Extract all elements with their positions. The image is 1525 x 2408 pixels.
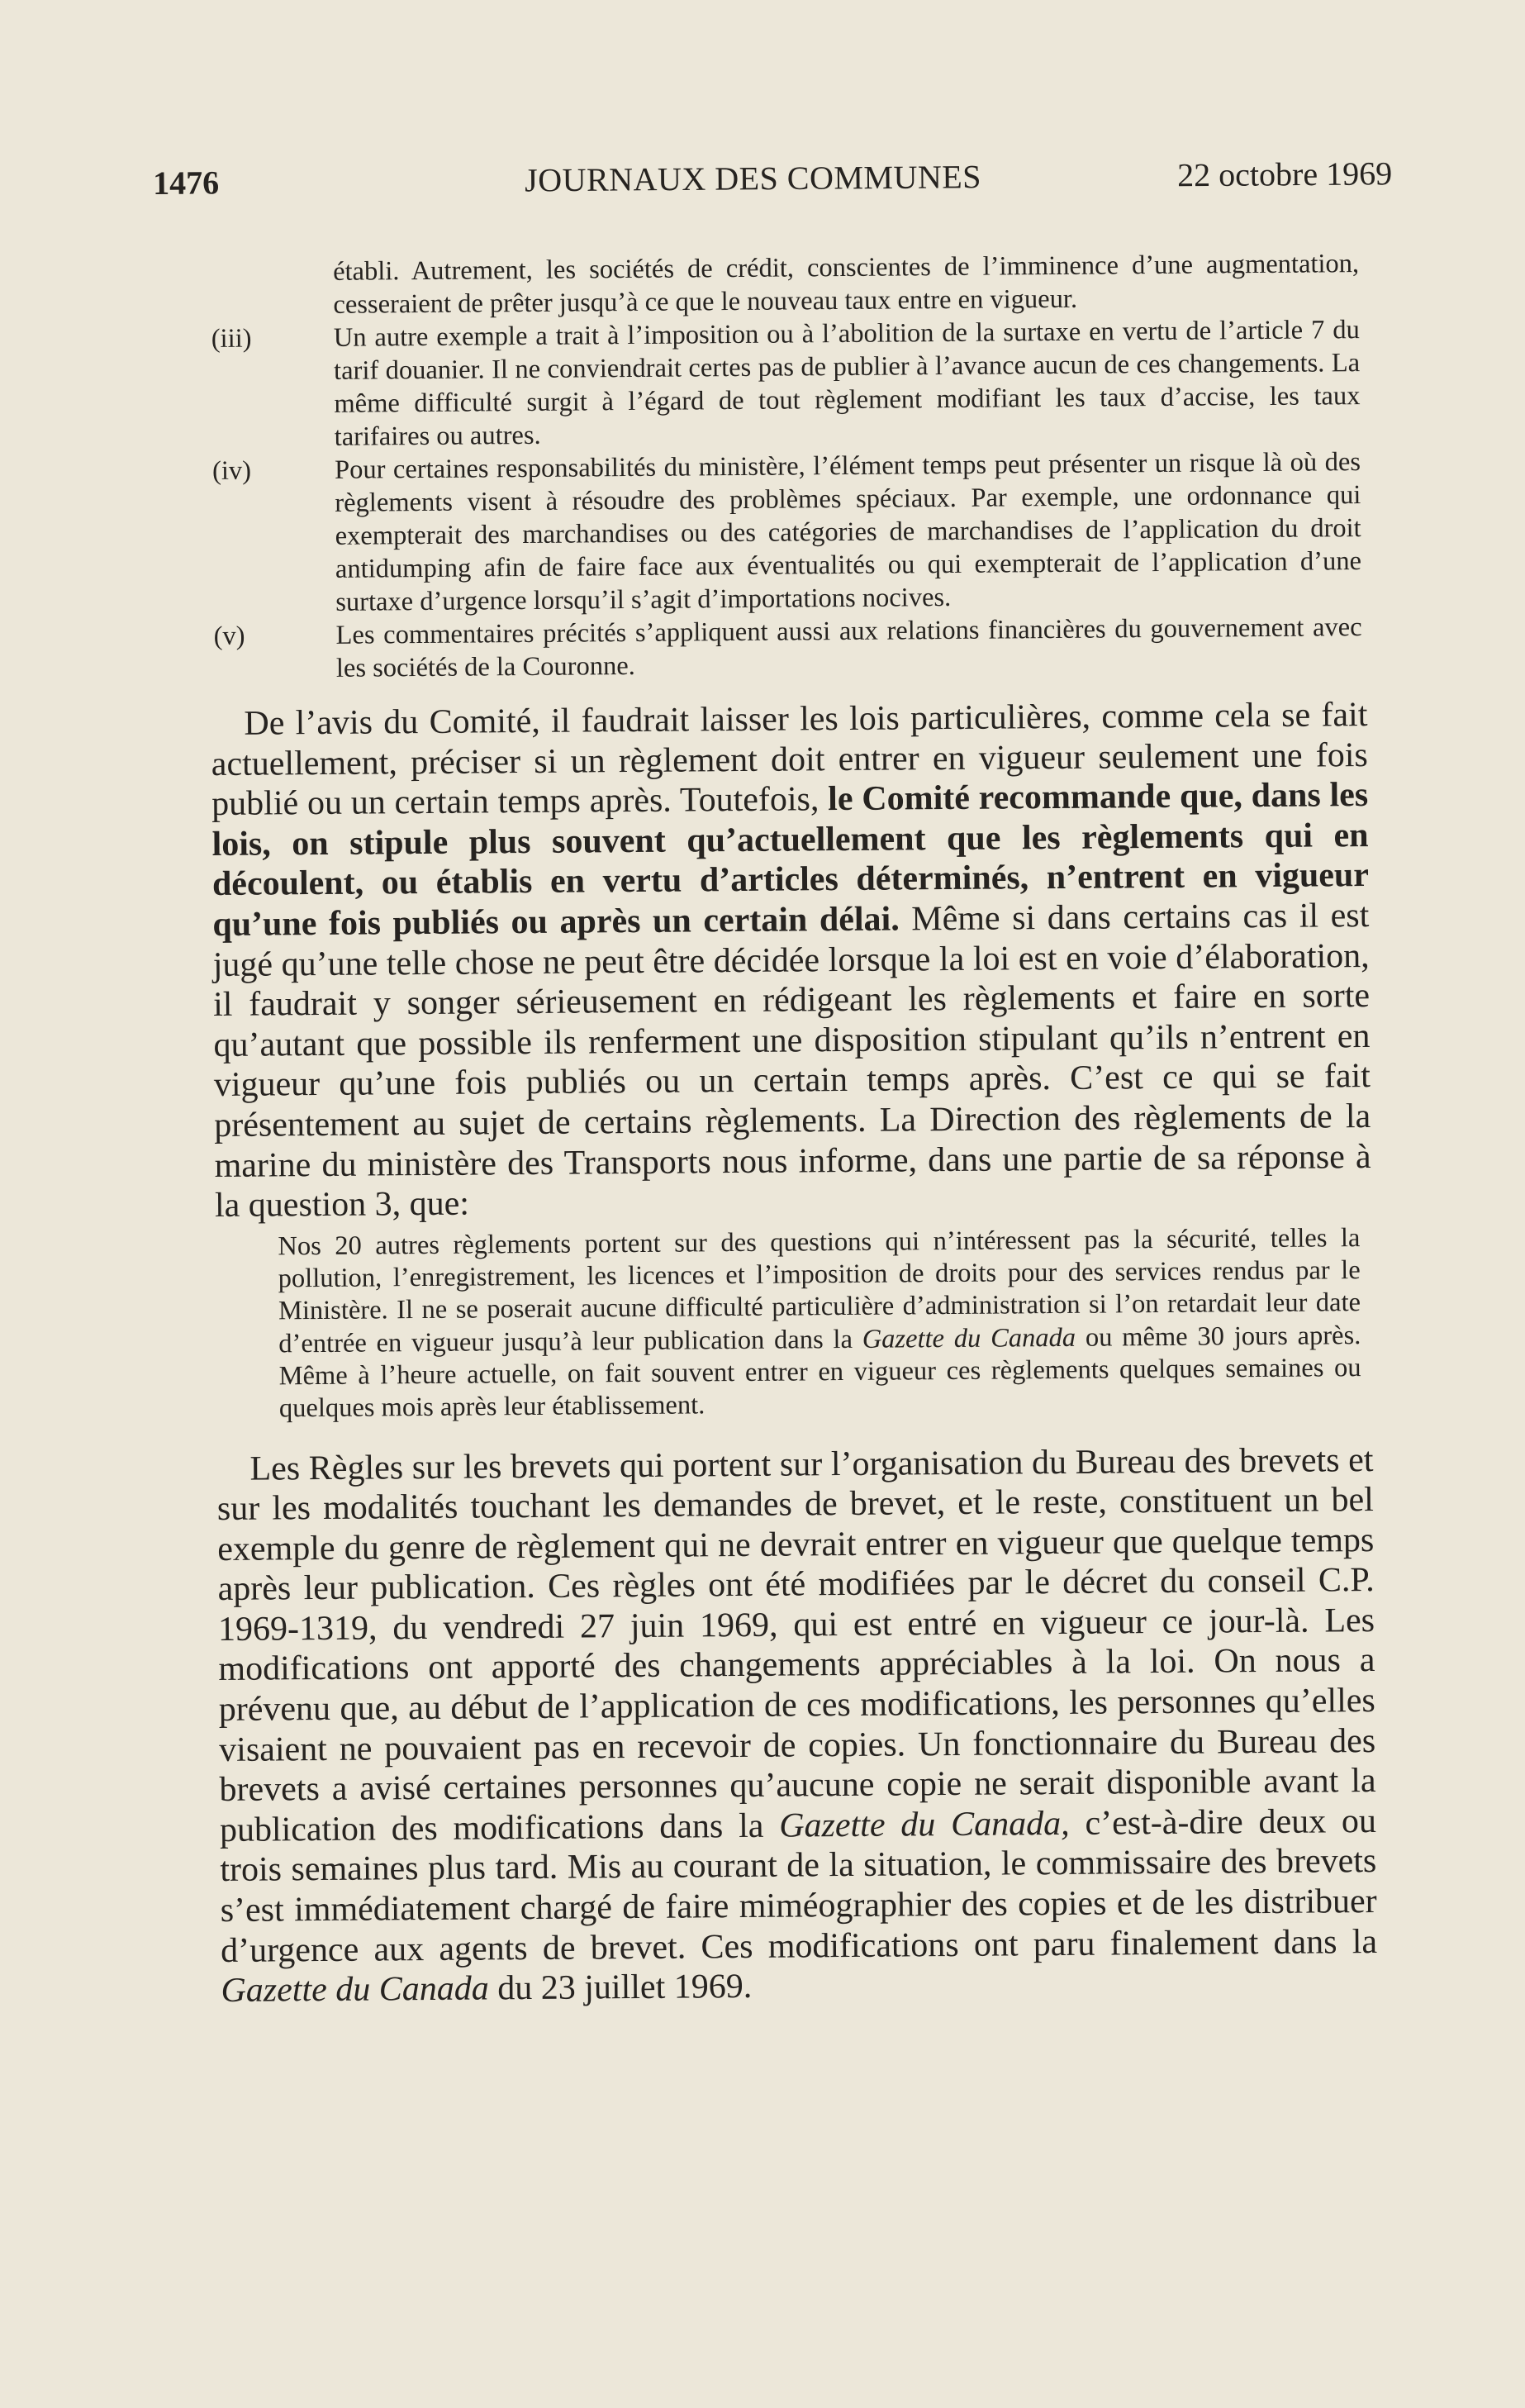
list-item-text: Pour certaines responsabilités du ministère, l’élément temps peut présenter un risque là où des règlements visent à résoudre des problèmes spéciaux. Par exemple, une ordonnance qui exempterait des marchandises ou des catégories de marchandises de l’application du droit antidumping afin de faire face aux éventualités ou qui exempterait de l’application d’une surtaxe d’urgence lorsqu’il s’agit d’importations nocives. (334, 447, 1362, 617)
list-item-number: (iv) (211, 455, 252, 486)
page-number: 1476 (153, 164, 220, 202)
paragraph-part: c’est-à-dire deux ou trois semaines plus tard. Mis au courant de la situation, le commissaire des brevets s’est immédiatement chargé de faire miméographier des copies et de les distribuer d’urgence aux agents de brevet. Ces modifications ont paru finalement dans la (220, 1801, 1378, 1970)
text-column (211, 247, 1378, 2011)
list-item (212, 445, 1362, 620)
enumerated-list (211, 247, 1362, 686)
paragraph-committee-recommendation (211, 695, 1371, 1226)
gazette-italic: Gazette du Canada, (779, 1804, 1070, 1845)
list-item-number: (v) (213, 621, 245, 651)
gazette-italic: Gazette du Canada (221, 1969, 489, 2011)
page-header (153, 154, 1392, 210)
list-item-number: (iii) (211, 323, 252, 354)
paragraph-part: Les Règles sur les brevets qui portent sur l’organisation du Bureau des brevets et sur les modalités touchant les demandes de brevet, et le reste, constituent un bel exemple du genre de règlement qui ne devrait entrer en vigueur que quelque temps après leur publication. Ces règles ont été modifiées par le décret du conseil C.P. 1969-1319, du vendredi 27 juin 1969, qui est entré en vigueur ce jour-là. Les modifications ont apporté des changements appréciables à la loi. On nous a prévenu que, au début de l’application de ces modifications, les personnes qu’elles visaient ne pouvaient pas en recevoir de copies. Un fonctionnaire du Bureau des brevets a avisé certaines personnes qu’aucune copie ne serait disponible avant la publication des modifications dans la (216, 1440, 1376, 1849)
paragraph-part: du 23 juillet 1969. (488, 1968, 753, 2008)
quote-italic: Gazette du Canada (862, 1322, 1076, 1354)
header-date: 22 octobre 1969 (1177, 155, 1393, 194)
list-item (213, 611, 1362, 686)
list-item-text: Les commentaires précités s’appliquent aussi aux relations financières du gouvernement avec les sociétés de la Couronne. (335, 612, 1362, 683)
list-item-text: Un autre exemple a trait à l’imposition ou à l’abolition de la surtaxe en vertu de l’article 7 du tarif douanier. Il ne conviendrait certes pas de publier à l’avance aucun de ces changements. La même difficulté surgit à l’égard de tout règlement modifiant les taux d’accise, les taux tarifaires ou autres. (333, 315, 1361, 452)
paragraph-intro: De l’avis du Comité, il faudrait laisser les lois particulières, comme cela se fait actuellement, préciser si un règlement doit entrer en vigueur seulement une fois publié ou un certain temps après. Toutefois, (211, 696, 1368, 824)
paragraph-patent-rules (216, 1440, 1377, 2011)
quote-part: Nos 20 autres règlements portent sur des questions qui n’intéressent pas la sécurité, telles la pollution, l’enregistrement, les licences et l’imposition de droits pour des services rendus par le Ministère. Il ne se poserait aucune difficulté particulière d’administration si l’on retardait leur date d’entrée en vigueur jusqu’à leur publication dans la (278, 1222, 1361, 1359)
journal-title: JOURNAUX DES COMMUNES (524, 158, 982, 199)
recommendation-bold: le Comité recommande que, dans les lois, on stipule plus souvent qu’actuellement que les règlements qui en découlent, ou établis en vertu d’articles déterminés, n’entrent en vigueur qu’une fois publiés ou après un certain délai. (211, 776, 1370, 944)
list-item-continuation (211, 247, 1360, 322)
list-item (211, 313, 1361, 454)
paragraph-rest: Même si dans certains cas il est jugé qu’une telle chose ne peut être décidée lorsque la loi est en voie d’élaboration, il faudrait y songer sérieusement en rédigeant les règlements et faire en sorte qu’autant que possible ils renferment une disposition stipulant qu’ils n’entrent en vigueur qu’une fois publiés ou un certain temps après. C’est ce qui se fait présentement au sujet de certains règlements. La Direction des règlements de la marine du ministère des Transports nous informe, dans une partie de sa réponse à la question 3, que: (212, 896, 1371, 1225)
block-quote (278, 1222, 1361, 1425)
quote-part: ou même 30 jours après. Même à l’heure actuelle, on fait souvent entrer en vigueur ces règlements quelques semaines ou quelques mois après leur établissement. (278, 1320, 1361, 1424)
list-item-text: établi. Autrement, les sociétés de crédit, conscientes de l’imminence d’une augmentation, cesseraient de prêter jusqu’à ce que le nouveau taux entre en vigueur. (333, 249, 1360, 320)
